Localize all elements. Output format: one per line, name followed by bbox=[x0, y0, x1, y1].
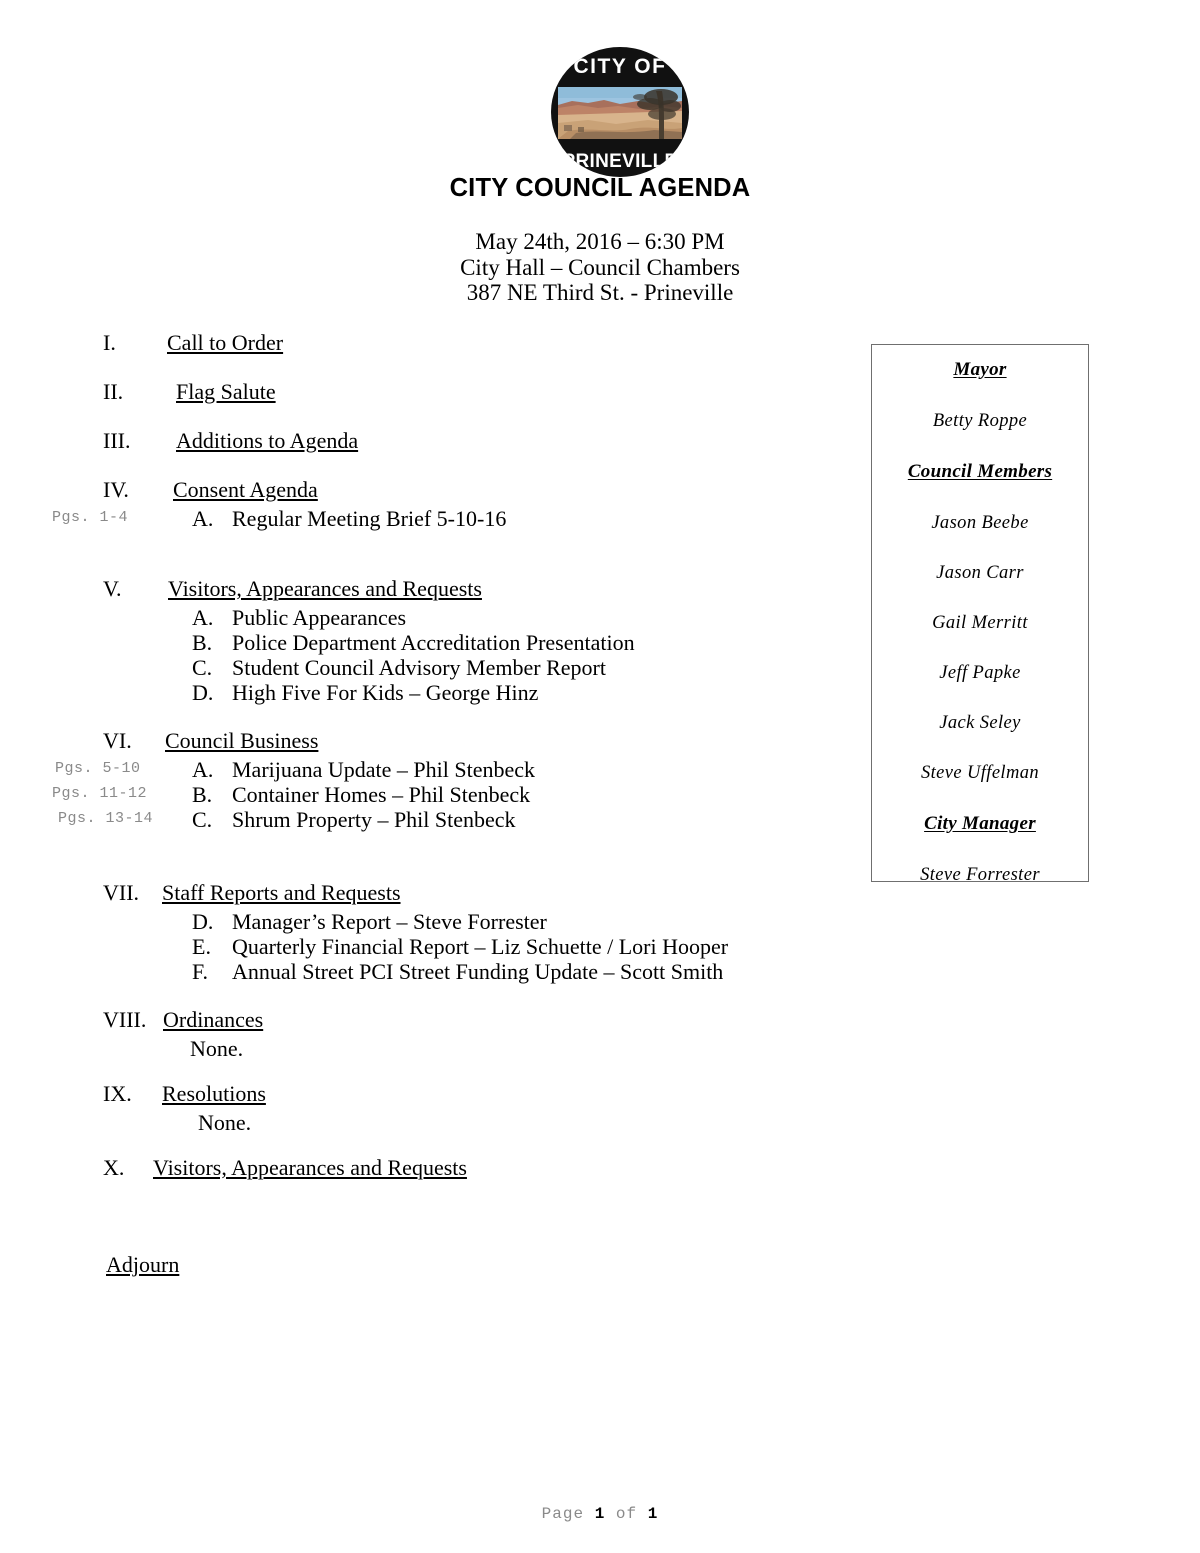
agenda-section-numeral: IX. bbox=[103, 1081, 132, 1106]
agenda-sub-item-letter: D. bbox=[192, 909, 214, 934]
roster-group-heading: Mayor bbox=[953, 359, 1007, 380]
agenda-section-header bbox=[0, 1081, 860, 1110]
agenda-sub-item-letter: A. bbox=[192, 506, 214, 531]
agenda-sub-item-letter: B. bbox=[192, 782, 213, 807]
agenda-sub-item-text: Manager’s Report – Steve Forrester bbox=[232, 909, 547, 934]
agenda-sub-item-text: Annual Street PCI Street Funding Update – Scott Smith bbox=[232, 959, 724, 984]
agenda-section-title: Consent Agenda bbox=[173, 477, 318, 502]
page-range-note: Pgs. 1-4 bbox=[52, 509, 129, 526]
agenda-sub-item bbox=[0, 680, 860, 705]
roster-member-name: Jeff Papke bbox=[939, 663, 1021, 683]
section-spacer bbox=[0, 1061, 860, 1081]
meeting-details bbox=[0, 229, 1200, 306]
meeting-address: 387 NE Third St. - Prineville bbox=[466, 280, 734, 305]
agenda-none-text: None. bbox=[190, 1036, 244, 1061]
council-roster-box bbox=[871, 344, 1089, 885]
agenda-sub-item-letter: E. bbox=[192, 934, 211, 959]
agenda-section-header bbox=[0, 728, 860, 757]
agenda-section bbox=[0, 379, 860, 408]
agenda-section bbox=[0, 477, 860, 531]
roster-member-name: Jack Seley bbox=[939, 713, 1021, 733]
agenda-section-title: Additions to Agenda bbox=[176, 428, 359, 453]
meeting-location: City Hall – Council Chambers bbox=[460, 254, 740, 280]
agenda-sub-item-text: Regular Meeting Brief 5-10-16 bbox=[232, 506, 507, 531]
agenda-sub-item bbox=[0, 934, 860, 959]
agenda-section-title: Flag Salute bbox=[176, 379, 276, 404]
agenda-section bbox=[0, 1155, 860, 1184]
agenda-sub-item bbox=[0, 1036, 860, 1061]
agenda-sub-item-letter: C. bbox=[192, 655, 213, 680]
agenda-sub-item bbox=[0, 1110, 860, 1135]
adjourn-heading: Adjourn bbox=[106, 1252, 180, 1277]
section-spacer bbox=[0, 359, 860, 379]
agenda-section-header bbox=[0, 576, 860, 605]
agenda-section-title: Council Business bbox=[165, 728, 319, 753]
footer-current-page: 1 bbox=[594, 1505, 606, 1523]
agenda-sub-item-text: Student Council Advisory Member Report bbox=[232, 655, 606, 680]
agenda-section-header bbox=[0, 330, 860, 359]
agenda-sub-item bbox=[0, 630, 860, 655]
agenda-section-numeral: VIII. bbox=[103, 1007, 147, 1032]
agenda-sub-item-letter: A. bbox=[192, 605, 214, 630]
agenda-sub-item-text: Public Appearances bbox=[232, 605, 407, 630]
agenda-sub-item bbox=[0, 807, 860, 832]
agenda-sub-item-text: High Five For Kids – George Hinz bbox=[232, 680, 539, 705]
section-spacer bbox=[0, 531, 860, 576]
section-spacer bbox=[0, 984, 860, 1007]
agenda-section-numeral: II. bbox=[103, 379, 124, 404]
agenda-sub-item-letter: B. bbox=[192, 630, 213, 655]
agenda-section-title: Call to Order bbox=[167, 330, 284, 355]
agenda-section bbox=[0, 728, 860, 832]
agenda-sub-item bbox=[0, 959, 860, 984]
footer-total-pages: 1 bbox=[647, 1505, 659, 1523]
roster-member-name: Jason Beebe bbox=[931, 513, 1029, 533]
agenda-section-header bbox=[0, 477, 860, 506]
roster-member-name: Betty Roppe bbox=[932, 411, 1028, 431]
section-spacer bbox=[0, 832, 860, 880]
council-roster-content bbox=[872, 345, 1088, 885]
agenda-section-title: Visitors, Appearances and Requests bbox=[168, 576, 482, 601]
agenda-section-header bbox=[0, 379, 860, 408]
agenda-list bbox=[0, 330, 860, 1204]
agenda-sub-item-letter: C. bbox=[192, 807, 213, 832]
agenda-section-header bbox=[0, 1007, 860, 1036]
agenda-section-numeral: VI. bbox=[103, 728, 132, 753]
agenda-none-text: None. bbox=[198, 1110, 252, 1135]
agenda-sub-item-text: Shrum Property – Phil Stenbeck bbox=[232, 807, 516, 832]
rimrock-landscape-icon bbox=[558, 87, 682, 139]
agenda-sub-item bbox=[0, 757, 860, 782]
footer-page-label: Page bbox=[541, 1505, 585, 1523]
logo-top-text: CITY OF bbox=[573, 55, 667, 78]
agenda-section-numeral: III. bbox=[103, 428, 131, 453]
agenda-sub-item-text: Marijuana Update – Phil Stenbeck bbox=[232, 757, 536, 782]
agenda-sub-item-text: Container Homes – Phil Stenbeck bbox=[232, 782, 531, 807]
seal-ring bbox=[551, 47, 689, 177]
page-range-note: Pgs. 13-14 bbox=[58, 810, 154, 827]
agenda-section bbox=[0, 576, 860, 705]
agenda-sub-item bbox=[0, 506, 860, 531]
agenda-section-header bbox=[0, 1155, 860, 1184]
agenda-sub-item-letter: F. bbox=[192, 959, 208, 984]
agenda-section-numeral: VII. bbox=[103, 880, 140, 905]
roster-member-name: Steve Forrester bbox=[920, 865, 1040, 885]
roster-member-name: Jason Carr bbox=[936, 563, 1024, 583]
agenda-sub-item-letter: A. bbox=[192, 757, 214, 782]
footer-of-label: of bbox=[615, 1505, 638, 1523]
section-spacer bbox=[0, 457, 860, 477]
page-range-note: Pgs. 11-12 bbox=[52, 785, 148, 802]
agenda-section-numeral: I. bbox=[103, 330, 116, 355]
agenda-section-title: Ordinances bbox=[163, 1007, 264, 1032]
agenda-sub-item-text: Quarterly Financial Report – Liz Schuette / Lori Hooper bbox=[232, 934, 729, 959]
agenda-section-numeral: V. bbox=[103, 576, 122, 601]
agenda-sub-item-letter: D. bbox=[192, 680, 214, 705]
agenda-section bbox=[0, 1081, 860, 1135]
page-footer bbox=[0, 1505, 1200, 1523]
section-spacer bbox=[0, 1135, 860, 1155]
agenda-section-header bbox=[0, 880, 860, 909]
section-spacer bbox=[0, 1184, 860, 1204]
agenda-section-title: Visitors, Appearances and Requests bbox=[153, 1155, 467, 1180]
agenda-section-header bbox=[0, 428, 860, 457]
agenda-section bbox=[0, 1007, 860, 1061]
agenda-section-title: Resolutions bbox=[162, 1081, 266, 1106]
section-spacer bbox=[0, 408, 860, 428]
agenda-sub-item-text: Police Department Accreditation Presentation bbox=[232, 630, 635, 655]
agenda-section-numeral: IV. bbox=[103, 477, 129, 502]
section-spacer bbox=[0, 705, 860, 728]
agenda-sub-item bbox=[0, 655, 860, 680]
agenda-section-title: Staff Reports and Requests bbox=[162, 880, 401, 905]
page-range-note: Pgs. 5-10 bbox=[55, 760, 141, 777]
agenda-sub-item bbox=[0, 605, 860, 630]
roster-member-name: Steve Uffelman bbox=[920, 763, 1040, 783]
meeting-datetime: May 24th, 2016 – 6:30 PM bbox=[475, 229, 725, 254]
agenda-section-numeral: X. bbox=[103, 1155, 125, 1180]
agenda-sub-item bbox=[0, 782, 860, 807]
city-of-prineville-logo bbox=[551, 47, 689, 177]
roster-group-heading: City Manager bbox=[924, 813, 1036, 834]
logo-bottom-text: PRINEVILLE bbox=[562, 151, 678, 172]
agenda-sub-item bbox=[0, 909, 860, 934]
agenda-section bbox=[0, 330, 860, 359]
agenda-section bbox=[0, 880, 860, 984]
agenda-section bbox=[0, 428, 860, 457]
page-title: CITY COUNCIL AGENDA bbox=[449, 174, 751, 202]
roster-group-heading: Council Members bbox=[907, 461, 1053, 482]
roster-member-name: Gail Merritt bbox=[932, 613, 1028, 633]
